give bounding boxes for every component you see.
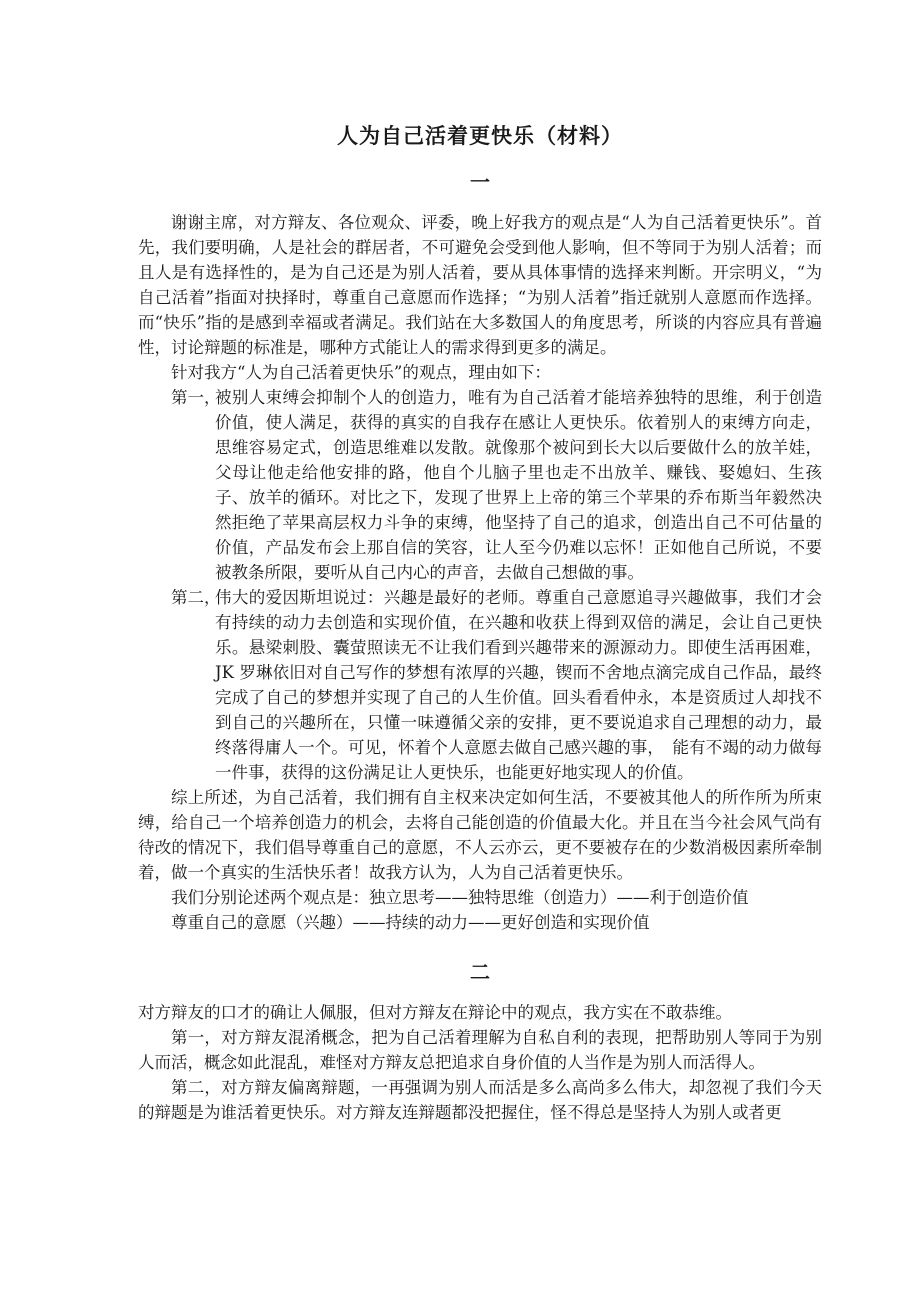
section-one-heading: 一 bbox=[470, 170, 490, 194]
paragraph-rebuttal-second-point: 第二，对方辩友偏离辩题，一再强调为别人而活是多么高尚多么伟大，却忽视了我们今天的辩题是为谁活着更快乐。对方辩友连辩题都没把握住，怪不得总是坚持人为别人或者更 bbox=[138, 1078, 822, 1122]
list-marker-first: 第一， bbox=[171, 388, 221, 407]
list-text-first: 被别人束缚会抑制个人的创造力，唯有为自己活着才能培养独特的思维，利于创造价值，使人满足，获得的真实的自我存在感让人更快乐。依着别人的束缚方向走，思维容易定式，创造思维难以发散。就像那个被问到长大以后要做什么的放羊娃，父母让他走给他安排的路，他自个儿脑子里也走不出放羊、赚钱、娶媳妇、生孩子、放羊的循环。对比之下，发现了世界上上帝的第三个苹果的乔布斯当年毅然决然拒绝了苹果高层权力斗争的束缚，他坚持了自己的追求，创造出自己不可估量的价值，产品发布会上那自信的笑容，让人至今仍难以忘怀！正如他自己所说，不要被教条所限，要听从自己内心的声音，去做自己想做的事。 bbox=[215, 388, 822, 582]
list-item-first-argument bbox=[138, 385, 822, 585]
paragraph-conclusion: 综上所述，为自己活着，我们拥有自主权来决定如何生活，不要被其他人的所作所为所束缚，给自己一个培养创造力的机会，去将自己能创造的价值最大化。并且在当今社会风气尚有待改的情况下，我们倡导尊重自己的意愿，不人云亦云，更不要被存在的少数消极因素所牵制着，做一个真实的生活快乐者！故我方认为，人为自己活着更快乐。 bbox=[138, 788, 822, 882]
paragraph-rebuttal-opening: 对方辩友的口才的确让人佩服，但对方辩友在辩论中的观点，我方实在不敢恭维。 bbox=[138, 1003, 732, 1022]
list-text-second: 伟大的爱因斯坦说过：兴趣是最好的老师。尊重自己意愿追寻兴趣做事，我们才会有持续的动力去创造和实现价值，在兴趣和收获上得到双倍的满足，会让自己更快乐。悬梁刺股、囊萤照读无不让我们看到兴趣带来的源源动力。即使生活再困难，JK 罗琳依旧对自己写作的梦想有浓厚的兴趣，锲而不舍地点滴完成自己作品，最终完成了自己的梦想并实现了自己的人生价值。回头看看仲永，本是资质过人却找不到自己的兴趣所在，只懂一味遵循父亲的安排，更不要说追求自己理想的动力，最终落得庸人一个。可见，怀着个人意愿去做自己感兴趣的事， 能有不竭的动力做每一件事，获得的这份满足让人更快乐，也能更好地实现人的价值。 bbox=[215, 588, 822, 782]
paragraph-rebuttal-first-point: 第一，对方辩友混淆概念，把为自己活着理解为自私自利的表现，把帮助别人等同于为别人而活，概念如此混乱，难怪对方辩友总把追求自身价值的人当作是为别人而活得人。 bbox=[138, 1028, 822, 1072]
paragraph-viewpoint-line1: 我们分别论述两个观点是：独立思考——独特思维（创造力）——利于创造价值 bbox=[171, 888, 749, 907]
list-marker-second: 第二， bbox=[171, 588, 221, 607]
paragraph-viewpoint-line2: 尊重自己的意愿（兴趣）——持续的动力——更好创造和实现价值 bbox=[171, 913, 650, 932]
list-item-second-argument bbox=[138, 585, 822, 785]
section-two-heading: 二 bbox=[470, 960, 490, 984]
paragraph-opening-statement: 谢谢主席，对方辩友、各位观众、评委，晚上好我方的观点是“人为自己活着更快乐”。首先，我们要明确，人是社会的群居者，不可避免会受到他人影响，但不等同于为别人活着；而且人是有选择性的，是为自己还是为别人活着，要从具体事情的选择来判断。开宗明义，“为自己活着”指面对抉择时，尊重自己意愿而作选择；“为别人活着”指迁就别人意愿而作选择。而“快乐”指的是感到幸福或者满足。我们站在大多数国人的角度思考，所谈的内容应具有普遍性，讨论辩题的标准是，哪种方式能让人的需求得到更多的满足。 bbox=[138, 213, 822, 357]
paragraph-reasons-intro: 针对我方“人为自己活着更快乐”的观点，理由如下： bbox=[171, 363, 551, 382]
document-content bbox=[138, 0, 822, 1125]
document-title: 人为自己活着更快乐（材料） bbox=[337, 123, 623, 148]
